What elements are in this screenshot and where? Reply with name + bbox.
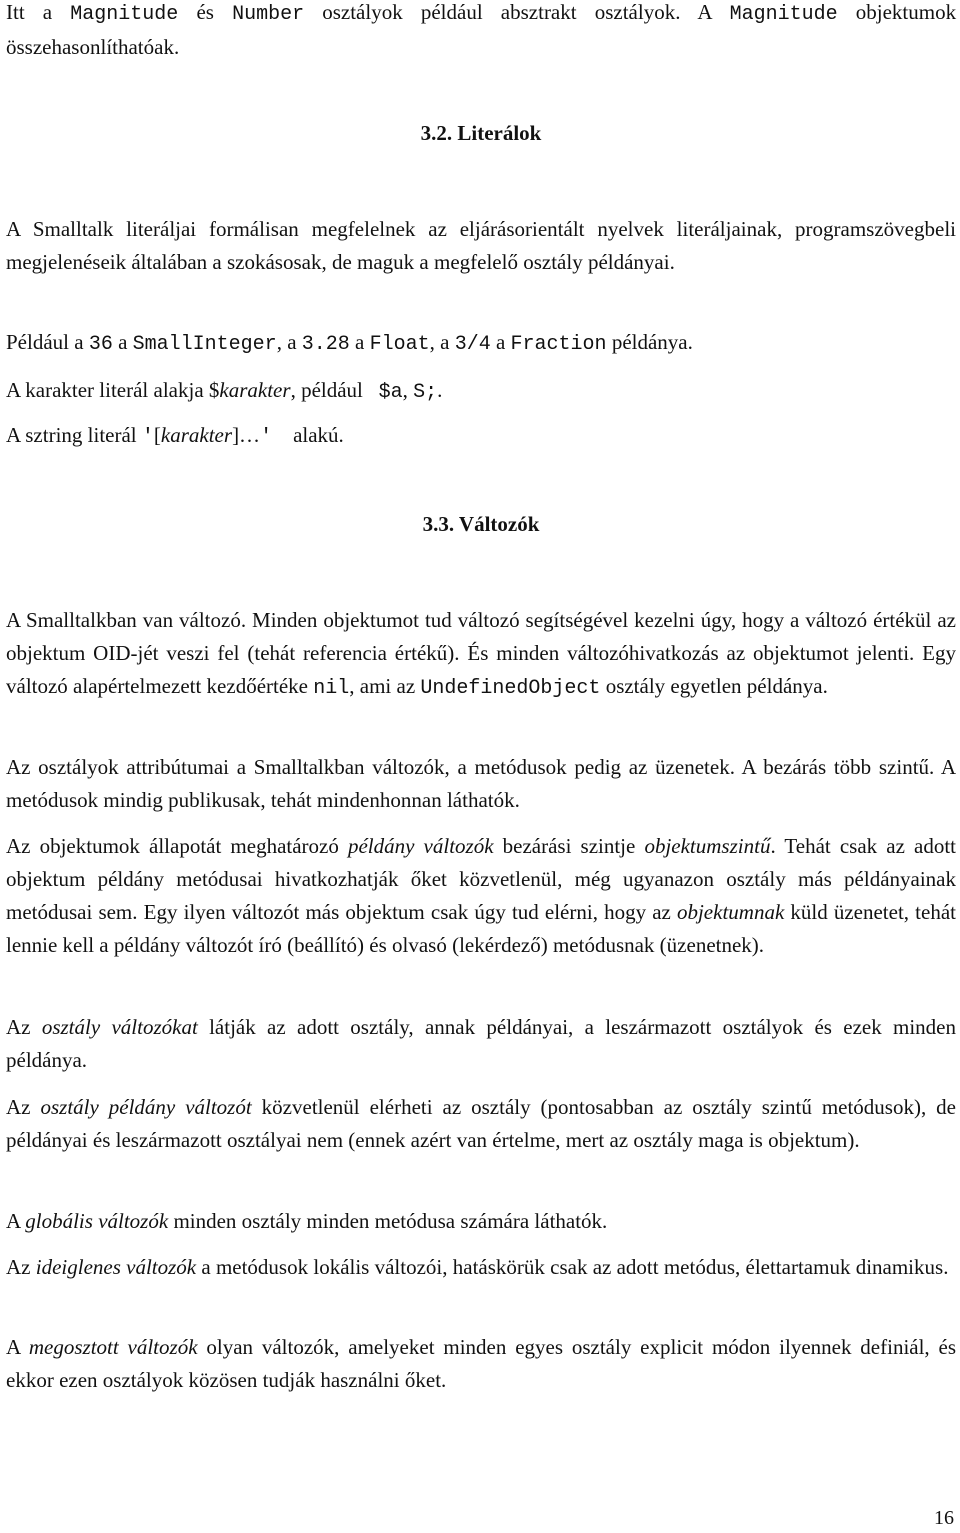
code-36: 36 bbox=[88, 333, 113, 356]
variables-paragraph-8 bbox=[6, 1331, 956, 1397]
italic-term: ideiglenes változók bbox=[35, 1255, 197, 1279]
text-run: . Tehát csak az adott objektum példány metódusai hivatkozhatják őket közvetlenül, még ugyanazon osztály más példányainak metódusai sem. Egy ilyen változót más objektum csak úgy tud elérni, hogy az bbox=[6, 834, 957, 924]
variables-paragraph-5 bbox=[6, 1091, 956, 1157]
text-run: , a bbox=[429, 330, 450, 354]
italic-term: objektumszintű bbox=[644, 834, 771, 858]
text-run: a bbox=[355, 330, 365, 354]
variables-paragraph-3 bbox=[6, 830, 956, 962]
text-run: a bbox=[495, 330, 506, 354]
code-3-28: 3.28 bbox=[301, 333, 350, 356]
text-run: ]… bbox=[232, 423, 261, 447]
string-literal-line bbox=[6, 419, 956, 454]
text-run: osztály egyetlen példánya. bbox=[605, 674, 828, 698]
code-magnitude: Magnitude bbox=[729, 3, 838, 26]
variables-paragraph-2: Az osztályok attribútumai a Smalltalkban változók, a metódusok pedig az üzenetek. A bezárás több szintű. A metódusok mindig publikusak, tehát mindenhonnan láthatók. bbox=[6, 755, 956, 812]
literals-paragraph: A Smalltalk literáljai formálisan megfelelnek az eljárásorientált nyelvek literáljainak, programszövegbeli megjelenéseik általában a szokásosak, de maguk a megfelelő osztály példányai. bbox=[6, 217, 956, 274]
text-run: , a bbox=[276, 330, 297, 354]
italic-term: karakter bbox=[160, 423, 233, 447]
text-run: , ami az bbox=[349, 674, 416, 698]
code-3-4: 3/4 bbox=[454, 333, 491, 356]
code-dollar-a: $a bbox=[378, 381, 403, 404]
text-run: példánya. bbox=[611, 330, 693, 354]
variables-paragraph-7 bbox=[6, 1251, 956, 1284]
code-s: S; bbox=[413, 381, 438, 404]
text-run: látják az adott osztály, annak példányai, a leszármazott osztályok és ezek minden példánya. bbox=[6, 1015, 957, 1072]
italic-term: példány változók bbox=[347, 834, 494, 858]
code-smallinteger: SmallInteger bbox=[132, 333, 277, 356]
variables-paragraph-1 bbox=[6, 604, 956, 705]
character-literal-line bbox=[6, 374, 956, 409]
code-quote: ' bbox=[141, 426, 154, 449]
code-float: Float bbox=[369, 333, 430, 356]
code-quote: ' bbox=[260, 426, 273, 449]
text-run: Itt a bbox=[6, 0, 53, 24]
text-run: Például a bbox=[6, 330, 84, 354]
text-run: Az objektumok állapotát meghatározó bbox=[6, 834, 339, 858]
code-number: Number bbox=[232, 3, 305, 26]
text-run: és bbox=[196, 0, 214, 24]
variables-paragraph-6 bbox=[6, 1205, 956, 1238]
italic-term: globális változók bbox=[25, 1209, 169, 1233]
text-run: A bbox=[6, 1209, 21, 1233]
text-run: bezárási szintje bbox=[502, 834, 636, 858]
italic-term: karakter bbox=[219, 378, 291, 402]
italic-term: osztály példány változót bbox=[40, 1095, 252, 1119]
variables-paragraph-4 bbox=[6, 1011, 956, 1077]
text-run: a bbox=[118, 330, 128, 354]
text-run: küld üzenetet, tehát lennie kell a példány változót író (beállító) és olvasó (lekérdező) metódusnak (üzenetnek). bbox=[6, 900, 956, 957]
italic-term: osztály változókat bbox=[41, 1015, 198, 1039]
text-run: Az bbox=[6, 1095, 31, 1119]
italic-term: objektumnak bbox=[676, 900, 785, 924]
literal-examples-line bbox=[6, 326, 956, 361]
page-number: 16 bbox=[934, 1507, 954, 1529]
code-nil: nil bbox=[313, 677, 350, 700]
intro-paragraph bbox=[6, 0, 956, 64]
text-run: osztályok például absztrakt osztályok. A bbox=[322, 0, 712, 24]
section-heading-literals: 3.2. Literálok bbox=[420, 121, 542, 145]
text-run: alakú. bbox=[293, 423, 344, 447]
text-run: , bbox=[402, 378, 408, 402]
text-run: Az bbox=[6, 1255, 31, 1279]
code-magnitude: Magnitude bbox=[70, 3, 179, 26]
text-run: A Smalltalkban van változó. Minden objektumot tud változó segítségével kezelni úgy, hogy a változó értékül az objektum OID-jét veszi fel (tehát referencia értékű). És minden változóhivatkozás az objektumot jelenti. Egy változó alapértelmezett kezdőértéke bbox=[6, 608, 956, 698]
text-run: olyan változók, amelyeket minden egyes osztály explicit módon ilyennek definiál, és ekkor ezen osztályok közösen tudják használni őket. bbox=[6, 1335, 957, 1392]
text-run: A sztring literál bbox=[6, 423, 137, 447]
text-run: , például bbox=[290, 378, 363, 402]
text-run: minden osztály minden metódusa számára láthatók. bbox=[173, 1209, 608, 1233]
section-heading-variables: 3.3. Változók bbox=[422, 512, 540, 536]
text-run: a metódusok lokális változói, hatáskörük csak az adott metódus, élettartamuk dinamikus. bbox=[201, 1255, 949, 1279]
text-run: A bbox=[6, 1335, 21, 1359]
text-run: közvetlenül elérheti az osztály (pontosabban az osztály szintű metódusok), de példányai és leszármazott osztályai nem (ennek azért van értelme, mert az osztály maga is objektum). bbox=[6, 1095, 957, 1152]
text-run: A karakter literál alakja $ bbox=[6, 378, 220, 402]
code-undefinedobject: UndefinedObject bbox=[420, 677, 601, 700]
text-run: [ bbox=[153, 423, 161, 447]
text-run: Az bbox=[6, 1015, 31, 1039]
italic-term: megosztott változók bbox=[28, 1335, 198, 1359]
text-run: . bbox=[437, 378, 443, 402]
text-run: objektumok összehasonlíthatóak. bbox=[6, 0, 957, 59]
code-fraction: Fraction bbox=[510, 333, 607, 356]
